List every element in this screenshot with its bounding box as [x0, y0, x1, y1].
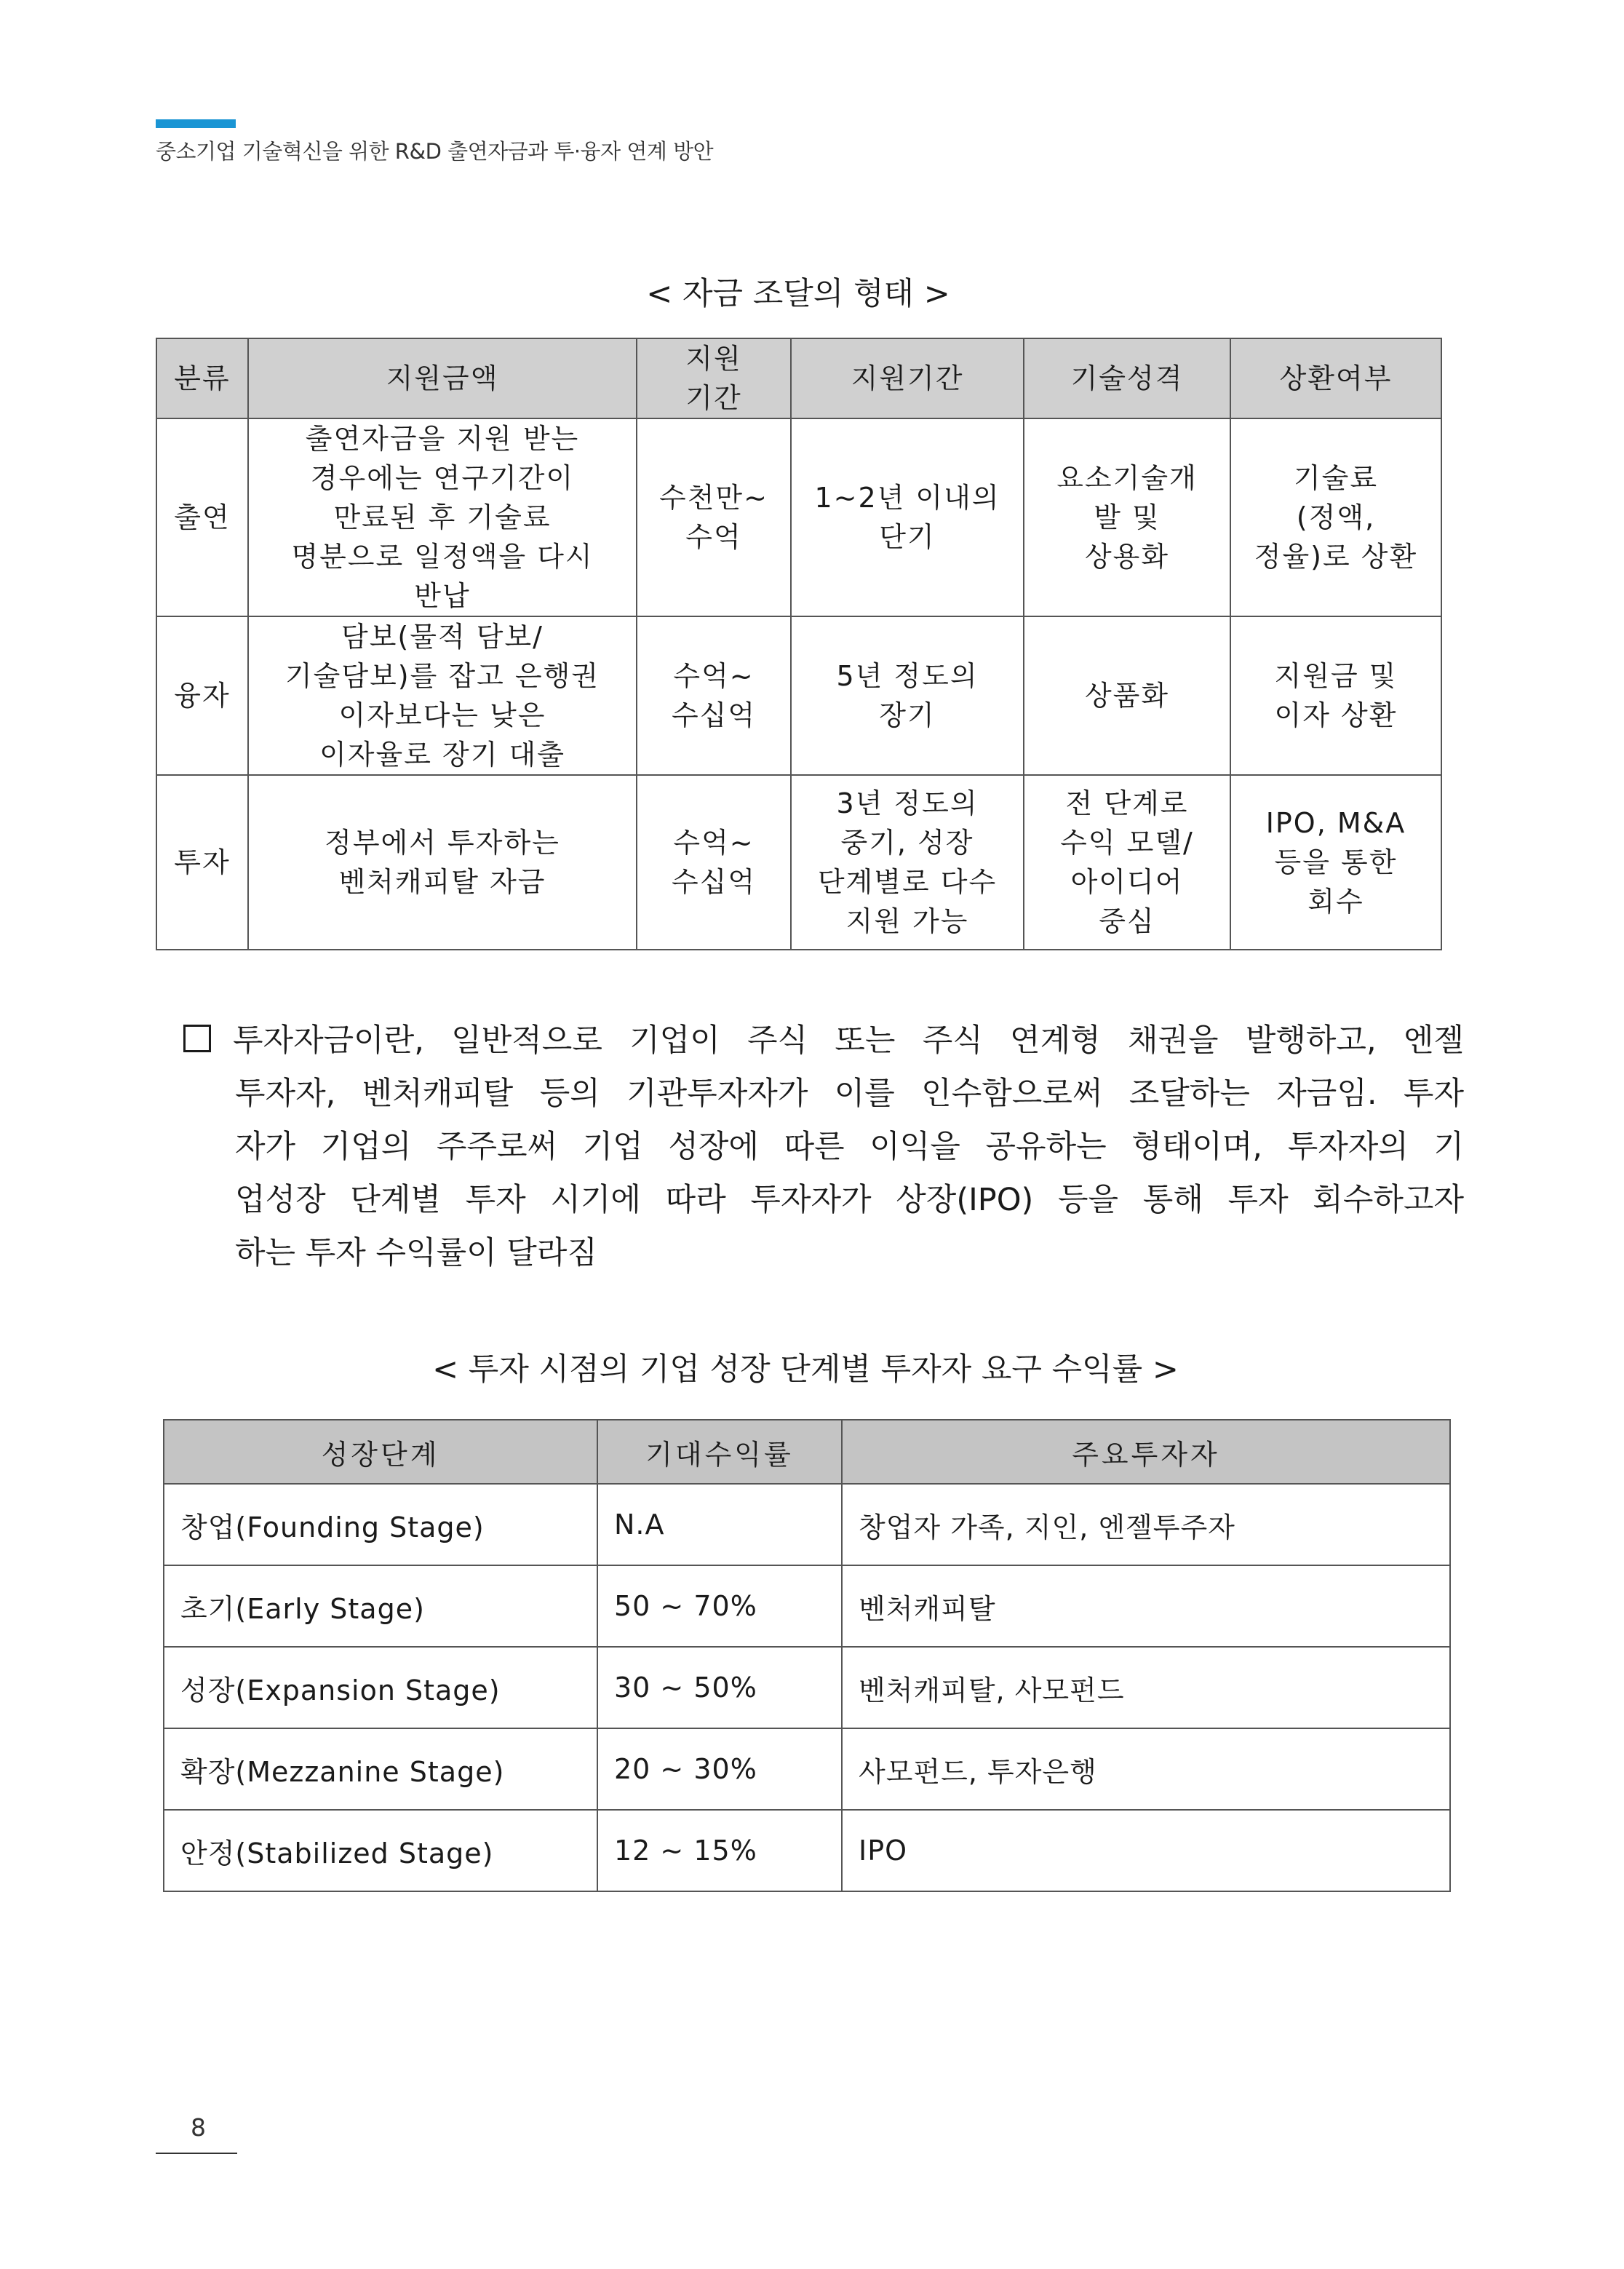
paragraph-line: 하는 투자 수익률이 달라짐: [235, 1235, 597, 1271]
running-header: 중소기업 기술혁신을 위한 R&D 출연자금과 투·융자 연계 방안: [156, 139, 714, 164]
table-cell: 성장(Expansion Stage): [164, 1647, 597, 1728]
table-row: [156, 616, 1441, 775]
table-header-row: [156, 338, 1441, 418]
table-cell: 30 ~ 50%: [597, 1647, 842, 1728]
column-header: 지원금액: [248, 338, 637, 418]
table-cell: 출연: [156, 418, 248, 616]
table-cell: 12 ~ 15%: [597, 1810, 842, 1891]
table-cell: 창업자 가족, 지인, 엔젤투주자: [842, 1484, 1450, 1565]
table-cell: 벤처캐피탈: [842, 1565, 1450, 1647]
table-cell: 수억~ 수십억: [637, 775, 791, 950]
footer-rule: [156, 2153, 237, 2154]
table-cell: 기술료 (정액, 정율)로 상환: [1230, 418, 1441, 616]
paragraph-text: 투자자금이란, 일반적으로 기업이 주식 또는 주식 연계형 채권을 발행하고, 엔젤: [233, 1022, 1464, 1059]
table-row: [156, 418, 1441, 616]
checkbox-bullet-icon: [183, 1025, 211, 1052]
column-header: 지원 기간: [637, 338, 791, 418]
paragraph-line: [183, 1014, 1464, 1068]
column-header: 지원기간: [791, 338, 1024, 418]
column-header: 분류: [156, 338, 248, 418]
table-cell: 확장(Mezzanine Stage): [164, 1728, 597, 1810]
table-row: [164, 1647, 1450, 1728]
table-cell: 5년 정도의 장기: [791, 616, 1024, 775]
table-cell: 전 단계로 수익 모델/ 아이디어 중심: [1024, 775, 1230, 950]
table-header-row: [164, 1420, 1450, 1484]
table-row: [156, 775, 1441, 950]
paragraph-line: 자가 기업의 주주로써 기업 성장에 따른 이익을 공유하는 형태이며, 투자자의 기: [235, 1129, 1464, 1165]
column-header: 상환여부: [1230, 338, 1441, 418]
funding-types-table: [156, 338, 1442, 950]
table-row: [164, 1484, 1450, 1565]
table-cell: 3년 정도의 중기, 성장 단계별로 다수 지원 가능: [791, 775, 1024, 950]
table-cell: 1~2년 이내의 단기: [791, 418, 1024, 616]
table-cell: 투자: [156, 775, 248, 950]
table-cell: 벤처캐피탈, 사모펀드: [842, 1647, 1450, 1728]
table-cell: IPO, M&A 등을 통한 회수: [1230, 775, 1441, 950]
investment-paragraph: [183, 1014, 1464, 1280]
table-row: [164, 1728, 1450, 1810]
table-cell: 정부에서 투자하는 벤처캐피탈 자금: [248, 775, 637, 950]
column-header: 성장단계: [164, 1420, 597, 1484]
table-cell: 융자: [156, 616, 248, 775]
table-cell: 담보(물적 담보/ 기술담보)를 잡고 은행권 이자보다는 낮은 이자율로 장기 대출: [248, 616, 637, 775]
table-cell: 요소기술개 발 및 상용화: [1024, 418, 1230, 616]
column-header: 주요투자자: [842, 1420, 1450, 1484]
table1-caption: < 자금 조달의 형태 >: [646, 276, 950, 312]
table-cell: 20 ~ 30%: [597, 1728, 842, 1810]
table-cell: 초기(Early Stage): [164, 1565, 597, 1647]
table-cell: N.A: [597, 1484, 842, 1565]
required-return-table: [163, 1419, 1451, 1892]
paragraph-line: 투자자, 벤처캐피탈 등의 기관투자자가 이를 인수함으로써 조달하는 자금임. 투자: [235, 1076, 1464, 1112]
table-row: [164, 1565, 1450, 1647]
header-accent-bar: [156, 119, 236, 128]
table2-caption: < 투자 시점의 기업 성장 단계별 투자자 요구 수익률 >: [432, 1351, 1179, 1388]
column-header: 기술성격: [1024, 338, 1230, 418]
table-cell: 사모펀드, 투자은행: [842, 1728, 1450, 1810]
table-cell: 창업(Founding Stage): [164, 1484, 597, 1565]
paragraph-line: 업성장 단계별 투자 시기에 따라 투자자가 상장(IPO) 등을 통해 투자 회수하고자: [235, 1182, 1464, 1218]
table-row: [164, 1810, 1450, 1891]
page-number: 8: [191, 2113, 206, 2142]
table-cell: 안정(Stabilized Stage): [164, 1810, 597, 1891]
table-cell: 상품화: [1024, 616, 1230, 775]
table-cell: 50 ~ 70%: [597, 1565, 842, 1647]
table-cell: 수천만~ 수억: [637, 418, 791, 616]
table-cell: 지원금 및 이자 상환: [1230, 616, 1441, 775]
table-cell: IPO: [842, 1810, 1450, 1891]
table-cell: 출연자금을 지원 받는 경우에는 연구기간이 만료된 후 기술료 명분으로 일정액을 다시 반납: [248, 418, 637, 616]
table-cell: 수억~ 수십억: [637, 616, 791, 775]
column-header: 기대수익률: [597, 1420, 842, 1484]
